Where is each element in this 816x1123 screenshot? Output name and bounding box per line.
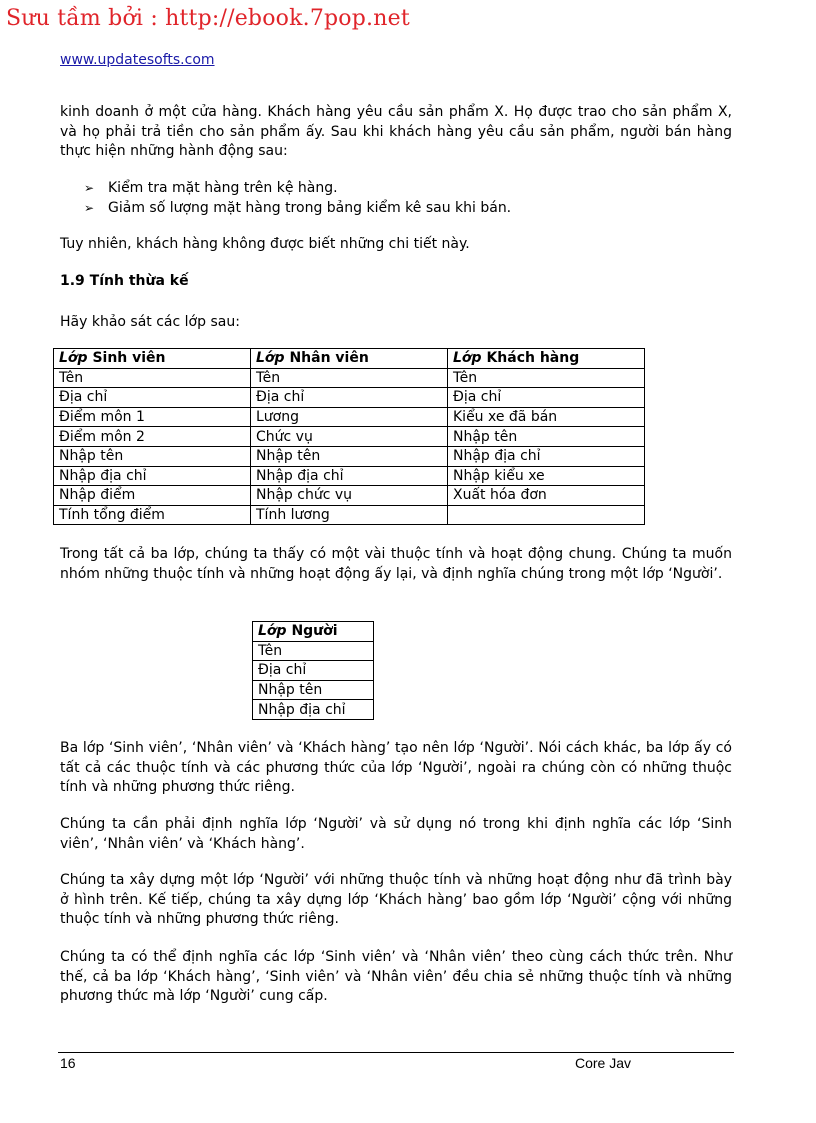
table-cell: Tên [448,368,645,388]
table-row [54,486,645,506]
paragraph-inheritance [60,739,732,798]
table-cell: Điểm môn 2 [54,427,251,447]
table-cell: Nhập tên [54,446,251,466]
table-row [253,680,374,700]
arrow-bullet-icon: ➢ [84,181,95,195]
table-cell: Kiểu xe đã bán [448,407,645,427]
table-cell: Lương [251,407,448,427]
table-cell: Chức vụ [251,427,448,447]
header-customer: Lớp Khách hàng [448,349,645,369]
paragraph-build [60,871,732,930]
table-row [54,368,645,388]
paragraph-text: Chúng ta có thể định nghĩa các lớp ‘Sinh viên’ và ‘Nhân viên’ theo cùng cách thức trên. Như thế, cả ba lớp ‘Khách hàng’, ‘Sinh viên’ và ‘Nhân viên’ đều chia sẻ những thuộc tính và những phương thức mà lớp ‘Người’ cung cấp. [60,949,732,1004]
bullet-text: Giảm số lượng mặt hàng trong bảng kiểm kê sau khi bán. [108,200,512,216]
header-link[interactable]: www.updatesofts.com [60,52,215,68]
table-cell: Nhập tên [253,680,374,700]
table-cell [448,505,645,525]
table-cell: Nhập điểm [54,486,251,506]
table-cell: Địa chỉ [253,661,374,681]
table-row [253,661,374,681]
table-cell: Nhập tên [448,427,645,447]
table-row [54,505,645,525]
table-intro-text: Hãy khảo sát các lớp sau: [60,314,240,330]
intro-paragraph [60,103,732,162]
header-student: Lớp Sinh viên [54,349,251,369]
table-cell: Nhập địa chỉ [448,446,645,466]
list-item [84,178,732,198]
table-header-row [54,349,645,369]
table-cell: Tên [251,368,448,388]
table-row [54,388,645,408]
footer-book-title: Core Jav [575,1055,632,1071]
watermark: Sưu tầm bởi : http://ebook.7pop.net [6,6,410,31]
table-row [253,641,374,661]
after-bullets-text: Tuy nhiên, khách hàng không được biết những chi tiết này. [60,236,470,252]
table-row [54,427,645,447]
after-bullets-paragraph [60,235,732,255]
paragraph-share [60,948,732,1007]
page-number: 16 [60,1055,76,1071]
table-cell: Xuất hóa đơn [448,486,645,506]
header-employee: Lớp Nhân viên [251,349,448,369]
table-cell: Tính lương [251,505,448,525]
paragraph-text: Chúng ta cần phải định nghĩa lớp ‘Người’ và sử dụng nó trong khi định nghĩa các lớp ‘Sinh viên’, ‘Nhân viên’ và ‘Khách hàng’. [60,816,732,852]
table-header-row [253,622,374,642]
table-cell: Nhập tên [251,446,448,466]
table-cell: Tên [253,641,374,661]
paragraph-define [60,815,732,854]
table-cell: Địa chỉ [448,388,645,408]
section-heading: 1.9 Tính thừa kế [60,273,189,289]
table-cell: Địa chỉ [251,388,448,408]
table-cell: Tên [54,368,251,388]
table-intro [60,313,732,333]
classes-table [53,348,645,525]
table-row [54,466,645,486]
paragraph-text: Ba lớp ‘Sinh viên’, ‘Nhân viên’ và ‘Khách hàng’ tạo nên lớp ‘Người’. Nói cách khác, ba lớp ấy có tất cả các thuộc tính và các phương thức của lớp ‘Người’, ngoài ra chúng còn có những thuộc tính và những phương thức riêng. [60,740,732,795]
table-cell: Tính tổng điểm [54,505,251,525]
intro-text: kinh doanh ở một cửa hàng. Khách hàng yêu cầu sản phẩm X. Họ được trao cho sản phẩm X, và họ phải trả tiền cho sản phẩm ấy. Sau khi khách hàng yêu cầu sản phẩm, người bán hàng thực hiện những hành động sau: [60,104,732,159]
table-row [54,446,645,466]
list-item [84,198,732,218]
bullet-text: Kiểm tra mặt hàng trên kệ hàng. [108,180,338,196]
table-cell: Nhập kiểu xe [448,466,645,486]
footer-divider [58,1052,734,1053]
header-person: Lớp Người [253,622,374,642]
person-table [252,621,374,720]
table-cell: Điểm môn 1 [54,407,251,427]
arrow-bullet-icon: ➢ [84,201,95,215]
bullet-list [84,178,732,218]
table-row [54,407,645,427]
common-text: Trong tất cả ba lớp, chúng ta thấy có một vài thuộc tính và hoạt động chung. Chúng ta muốn nhóm những thuộc tính và những hoạt động ấy lại, và định nghĩa chúng trong một lớp ‘Người’. [60,546,732,582]
table-cell: Nhập địa chỉ [251,466,448,486]
common-paragraph [60,545,732,584]
table-cell: Địa chỉ [54,388,251,408]
table-cell: Nhập địa chỉ [253,700,374,720]
table-row [253,700,374,720]
table-cell: Nhập địa chỉ [54,466,251,486]
paragraph-text: Chúng ta xây dựng một lớp ‘Người’ với những thuộc tính và những hoạt động như đã trình bày ở hình trên. Kế tiếp, chúng ta xây dựng lớp ‘Khách hàng’ bao gồm lớp ‘Người’ cộng với những thuộc tính và những phương thức riêng. [60,872,732,927]
table-cell: Nhập chức vụ [251,486,448,506]
